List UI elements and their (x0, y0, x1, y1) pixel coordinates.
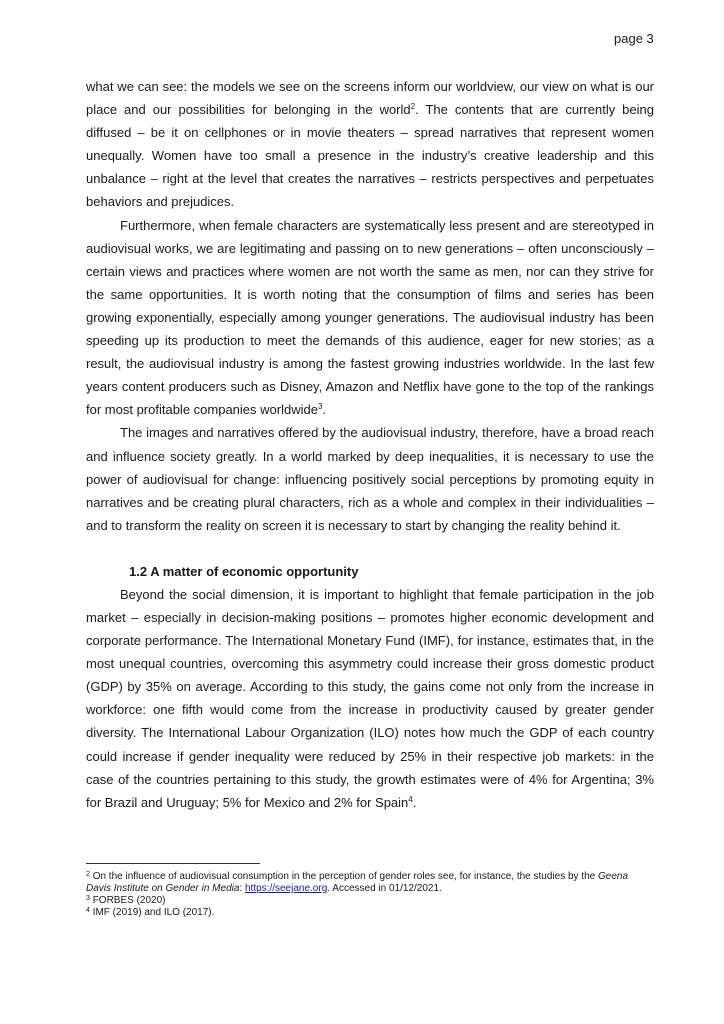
footnote-4-number: 4 (86, 907, 90, 914)
footnote-2-tail: . Accessed in 01/12/2021. (327, 883, 442, 894)
paragraph-3: The images and narratives offered by the audiovisual industry, therefore, have a broad reach and influence society greatly. In a world marked by deep inequalities, it is necessary to use the power of audiovisual for change: influencing positively social perceptions by promoting equity in narratives and be creating plural characters, rich as a whole and complex in their individualities – and to transform the reality on screen it is necessary to start by changing the reality behind it. (86, 425, 654, 533)
footnote-3 (86, 895, 654, 907)
paragraph-1 (86, 75, 654, 214)
seejane-link[interactable]: https://seejane.org (244, 883, 328, 894)
footnotes (86, 871, 654, 919)
paragraph-4 (86, 583, 654, 814)
footnote-2-number: 2 (86, 871, 90, 878)
footnote-4-text: IMF (2019) and ILO (2017). (92, 907, 215, 918)
paragraph-2-text-cont: . (322, 402, 327, 418)
footnote-ref-4: 4 (408, 794, 413, 804)
footnote-separator (86, 863, 260, 864)
footnote-3-number: 3 (86, 895, 90, 902)
paragraph-1-text-cont: . The contents that are currently being diffused – be it on cellphones or in movie theaters – spread narratives that represent women unequally. Women have too small a presence in the industry’s creative leadership and this unbalance – right at the level that creates the narratives – restricts perspectives and perpetuates behaviors and prejudices. (86, 102, 654, 210)
footnote-2-colon: : (239, 883, 245, 894)
section-heading: 1.2 A matter of economic opportunity (129, 563, 359, 579)
paragraph-1-text: what we can see: the models we see on the screens inform our worldview, our view on what is our place and our possibilities for belonging in the world (86, 79, 654, 118)
body-text (86, 75, 654, 814)
page-number: page 3 (614, 31, 654, 46)
footnote-2-text: On the influence of audiovisual consumption in the perception of gender roles see, for instance, the studies by the (92, 871, 596, 882)
footnote-2-institute: Geena Davis Institute on Gender in Media (86, 871, 629, 894)
footnote-3-text: FORBES (2020) (92, 895, 166, 906)
footnote-ref-3: 3 (317, 402, 323, 412)
paragraph-2-text: Furthermore, when female characters are systematically less present and are stereotyped in audiovisual works, we are legitimating and passing on to new generations – often unconsciously – certain views and practices where women are not worth the same as men, nor can they strive for the same opportunities. It is worth noting that the consumption of films and series has been growing exponentially, especially among younger generations. The audiovisual industry has been speeding up its production to meet the demands of this audience, eager for new stories; as a result, the audiovisual industry is among the fastest growing industries worldwide. In the last few years content producers such as Disney, Amazon and Netflix have gone to the top of the rankings for most profitable companies worldwide (86, 217, 654, 418)
footnote-ref-2: 2 (410, 102, 416, 112)
footnote-2 (86, 871, 654, 895)
paragraph-4-text: Beyond the social dimension, it is important to highlight that female participation in the job market – especially in decision-making positions – promotes higher economic development and corporate performance. The International Monetary Fund (IMF), for instance, estimates that, in the most unequal countries, overcoming this asymmetry could increase their gross domestic product (GDP) by 35% on average. According to this study, the gains come not only from the increase in workforce: one fifth would come from the increase in productivity caused by greater gender diversity. The International Labour Organization (ILO) notes how much the GDP of each country could increase if gender inequality were reduced by 25% in their respective job markets: in the case of the countries pertaining to this study, the growth estimates were of 4% for Argentina; 3% for Brazil and Uruguay; 5% for Mexico and 2% for Spain (86, 586, 654, 810)
paragraph-2 (86, 214, 654, 422)
footnote-4 (86, 907, 654, 919)
paragraph-4-text-cont: . (412, 794, 417, 810)
